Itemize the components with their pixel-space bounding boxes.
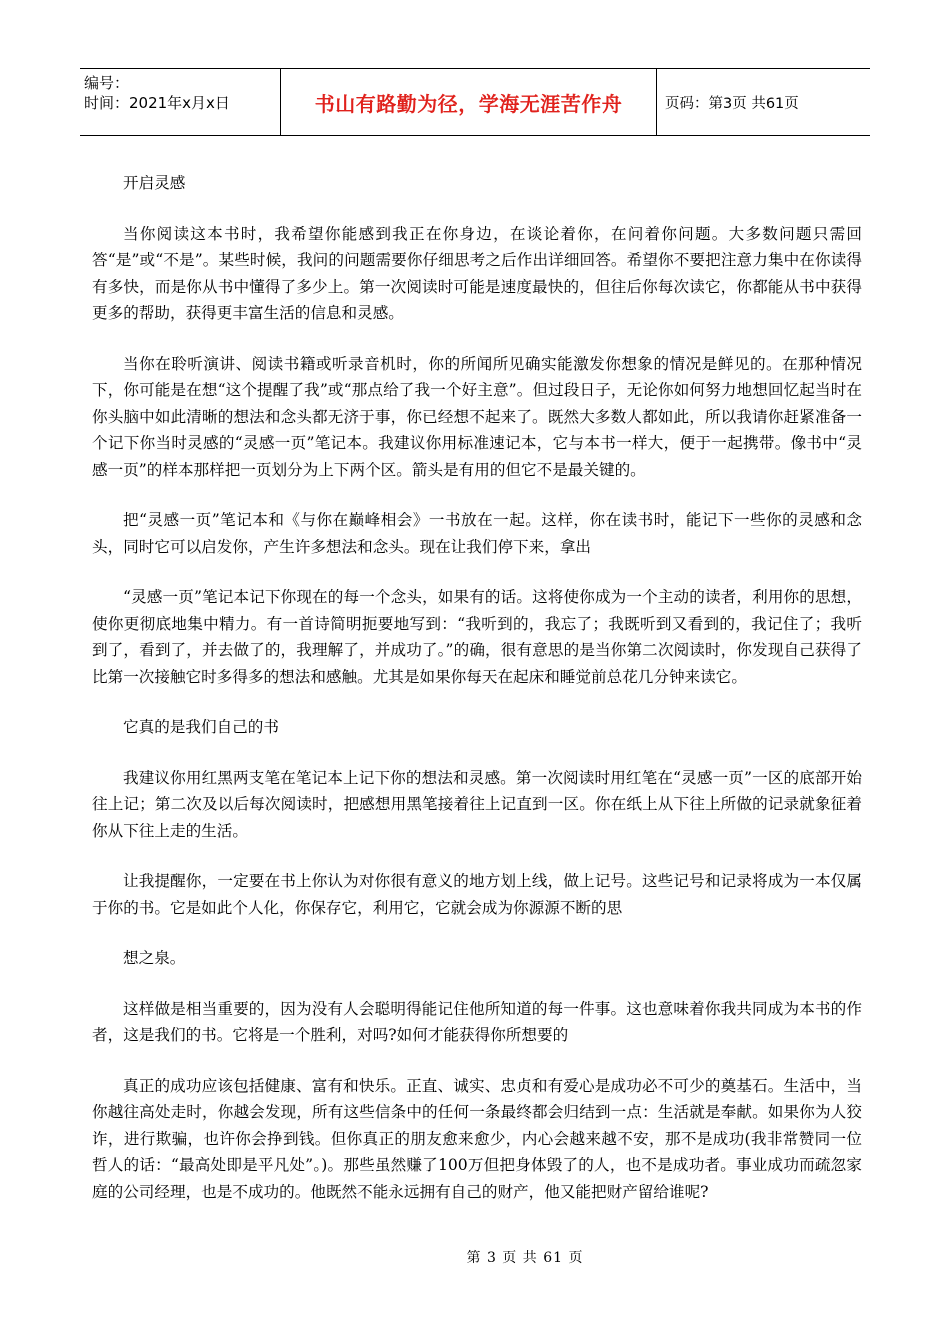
body-paragraph: 想之泉。 xyxy=(123,949,186,967)
page-header xyxy=(80,68,870,136)
body-paragraph: “灵感一页”笔记本记下你现在的每一个念头，如果有的话。这将使你成为一个主动的读者，利用你的思想，使你更彻底地集中精力。有一首诗简明扼要地写到：“我听到的，我忘了；我既听到又看到的，我记住了；我听到了，看到了，并去做了的，我理解了，并成功了。”的确，很有意思的是当你第二次阅读时，你发现自己获得了比第一次接触它时多得多的想法和感触。尤其是如果你每天在起床和睡觉前总花几分钟来读它。 xyxy=(92,588,862,686)
body-paragraph: 当你阅读这本书时，我希望你能感到我正在你身边，在谈论着你，在问着你问题。大多数问题只需回答“是”或“不是”。某些时候，我问的问题需要你仔细思考之后作出详细回答。希望你不要把注意力集中在你读得有多快，而是你从书中懂得了多少上。第一次阅读时可能是速度最快的，但往后你每次读它，你都能从书中获得更多的帮助，获得更丰富生活的信息和灵感。 xyxy=(92,224,862,322)
body-paragraph: 我建议你用红黑两支笔在笔记本上记下你的想法和灵感。第一次阅读时用红笔在“灵感一页”一区的底部开始往上记；第二次及以后每次阅读时，把感想用黑笔接着往上记直到一区。你在纸上从下往上所做的记录就象征着你从下往上走的生活。 xyxy=(92,768,862,840)
header-motto: 书山有路勤为径，学海无涯苦作舟 xyxy=(314,91,623,116)
section-heading-inspiration: 开启灵感 xyxy=(123,174,186,192)
body-paragraph: 让我提醒你，一定要在书上你认为对你很有意义的地方划上线，做上记号。这些记号和记录将成为一本仅属于你的书。它是如此个人化，你保存它，利用它，它就会成为你源源不断的思 xyxy=(92,872,862,917)
header-page-info-cell xyxy=(657,69,870,135)
header-motto-cell xyxy=(280,69,657,135)
document-number-label: 编号： xyxy=(84,74,130,92)
document-date-label: 时间：2021年x月x日 xyxy=(84,94,230,112)
document-body xyxy=(92,170,862,1229)
body-paragraph: 这样做是相当重要的，因为没有人会聪明得能记住他所知道的每一件事。这也意味着你我共同成为本书的作者，这是我们的书。它将是一个胜利，对吗?如何才能获得你所想要的 xyxy=(92,999,862,1044)
page-footer xyxy=(0,1247,950,1267)
body-paragraph: 当你在聆听演讲、阅读书籍或听录音机时，你的所闻所见确实能激发你想象的情况是鲜见的。在那种情况下，你可能是在想“这个提醒了我”或“那点给了我一个好主意”。但过段日子，无论你如何努力地想回忆起当时在你头脑中如此清晰的想法和念头都无济于事，你已经想不起来了。既然大多数人都如此，所以我请你赶紧准备一个记下你当时灵感的“灵感一页”笔记本。我建议你用标准速记本，它与本书一样大，便于一起携带。像书中“灵感一页”的样本那样把一页划分为上下两个区。箭头是有用的但它不是最关键的。 xyxy=(92,354,862,479)
footer-page-number: 第 3 页 共 61 页 xyxy=(466,1250,584,1266)
body-paragraph: 把“灵感一页”笔记本和《与你在巅峰相会》一书放在一起。这样，你在读书时，能记下一些你的灵感和念头，同时它可以启发你，产生许多想法和念头。现在让我们停下来，拿出 xyxy=(92,511,862,556)
body-paragraph: 真正的成功应该包括健康、富有和快乐。正直、诚实、忠贞和有爱心是成功必不可少的奠基石。生活中，当你越往高处走时，你越会发现，所有这些信条中的任何一条最终都会归结到一点：生活就是奉献。如果你为人狡诈，进行欺骗，也许你会挣到钱。但你真正的朋友愈来愈少，内心会越来越不安，那不是成功(我非常赞同一位哲人的话：“最高处即是平凡处”。)。那些虽然赚了100万但把身体毁了的人，也不是成功者。事业成功而疏忽家庭的公司经理，也是不成功的。他既然不能永远拥有自己的财产，他又能把财产留给谁呢? xyxy=(92,1076,862,1201)
header-meta xyxy=(80,69,280,135)
section-heading-our-book: 它真的是我们自己的书 xyxy=(123,718,279,736)
header-page-info: 页码：第3页 共61页 xyxy=(665,95,799,112)
